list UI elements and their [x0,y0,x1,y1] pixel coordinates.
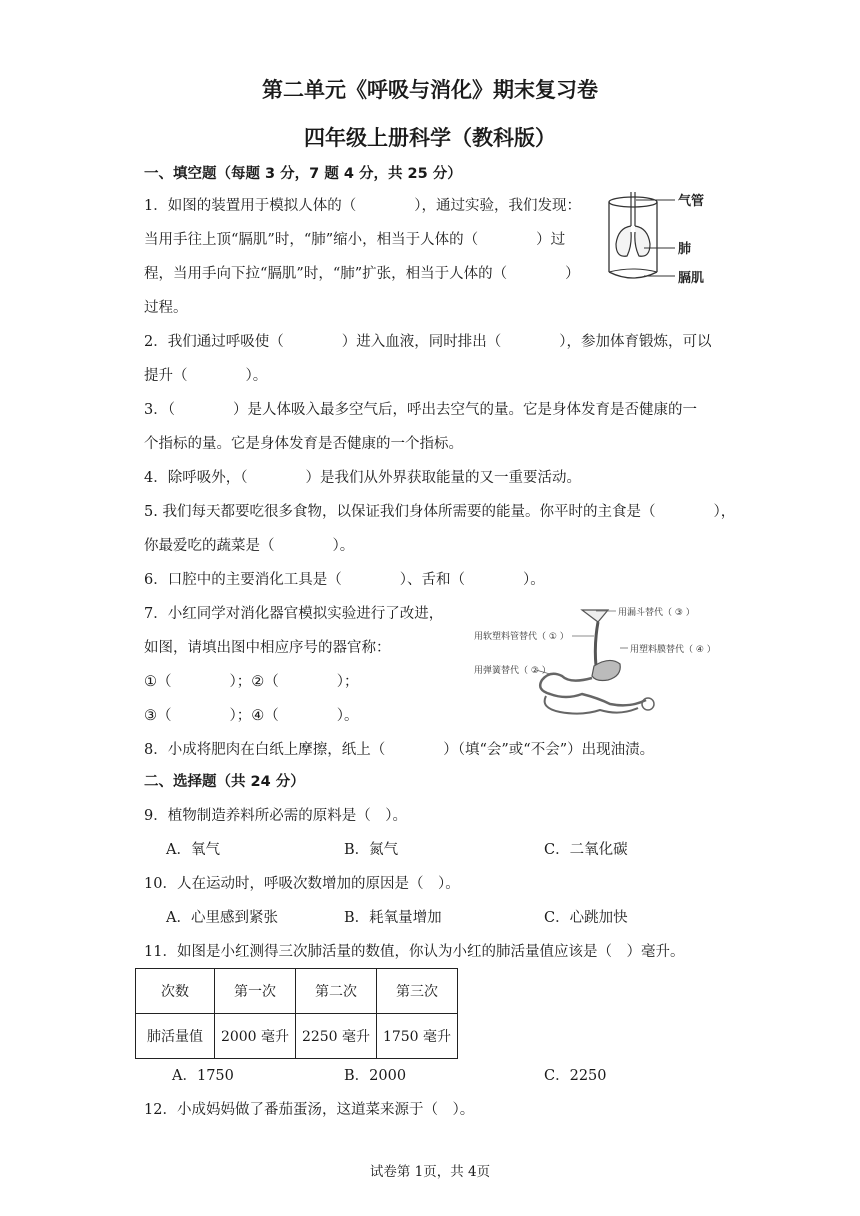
q10-option-c: C．心跳加快 [544,910,628,926]
table-header-cell: 次数 [136,969,215,1014]
table-cell: 2000 毫升 [215,1014,296,1059]
section2-heading: 二、选择题（共 24 分） [144,774,305,790]
table-header-cell: 第三次 [377,969,458,1014]
lung-capacity-table [135,968,458,1059]
table-header-cell: 第二次 [296,969,377,1014]
q8-line: 8．小成将肥肉在白纸上摩擦，纸上（ ）（填“会”或“不会”）出现油渍。 [144,742,655,758]
q10-stem: 10．人在运动时，呼吸次数增加的原因是（ ）。 [144,876,460,892]
hose-label: 用软塑料管替代（ ① ） [474,632,569,642]
spring-label: 用弹簧替代（ ② ） [474,666,551,676]
table-cell: 2250 毫升 [296,1014,377,1059]
breathing-model-figure [600,188,720,292]
funnel-label: 用漏斗替代（ ③ ） [618,608,695,618]
digestive-model-drawing [470,604,710,724]
q3-line-1: 3．（ ）是人体吸入最多空气后，呼出去空气的量。它是身体发育是否健康的一 [144,402,697,418]
q6-line: 6．口腔中的主要消化工具是（ ）、舌和（ ）。 [144,572,545,588]
q2-line-2: 提升（ ）。 [144,368,268,384]
exam-subtitle: 四年级上册科学（教科版） [304,126,556,150]
q4-line: 4．除呼吸外，（ ）是我们从外界获取能量的又一重要活动。 [144,470,581,486]
bag-label: 用塑料膜替代（ ④ ） [630,645,710,655]
q10-option-b: B．耗氧量增加 [344,910,442,926]
q1-line-1: 1．如图的装置用于模拟人体的（ ），通过实验，我们发现： [144,198,581,214]
q9-stem: 9．植物制造养料所必需的原料是（ ）。 [144,808,407,824]
q5-line-1: 5. 我们每天都要吃很多食物，以保证我们身体所需要的能量。你平时的主食是（ ）， [144,504,736,520]
exam-title: 第二单元《呼吸与消化》期末复习卷 [262,78,598,102]
q2-line-1: 2．我们通过呼吸使（ ）进入血液，同时排出（ ），参加体育锻炼，可以 [144,334,712,350]
q5-line-2: 你最爱吃的蔬菜是（ ）。 [144,538,355,554]
q7-line-2: 如图，请填出图中相应序号的器官称： [144,640,391,656]
digestive-model-figure [470,604,710,724]
q1-line-2: 当用手往上顶“膈肌”时，“肺”缩小，相当于人体的（ ）过 [144,232,566,248]
q3-line-2: 个指标的量。它是身体发育是否健康的一个指标。 [144,436,463,452]
section1-heading: 一、填空题（每题 3 分，7 题 4 分，共 25 分） [144,166,462,182]
q12-stem: 12．小成妈妈做了番茄蛋汤，这道菜来源于（ ）。 [144,1102,475,1118]
q9-option-a: A．氧气 [166,842,220,858]
table-header-cell: 第一次 [215,969,296,1014]
diaphragm-label: 膈肌 [678,271,705,286]
trachea-label: 气管 [678,194,705,209]
q1-line-3: 程，当用手向下拉“膈肌”时，“肺”扩张，相当于人体的（ ） [144,266,580,282]
q10-option-a: A．心里感到紧张 [166,910,278,926]
q11-option-b: B．2000 [344,1068,407,1084]
breathing-model-drawing [600,188,720,292]
q11-option-a: A．1750 [172,1068,234,1084]
lung-label: 肺 [678,242,692,257]
q9-option-c: C．二氧化碳 [544,842,628,858]
page-footer: 试卷第 1页，共 4页 [369,1164,491,1180]
q7-line-3: ①（ ）；②（ ）； [144,674,359,690]
q11-option-c: C．2250 [544,1068,607,1084]
q7-line-4: ③（ ）；④（ ）。 [144,708,359,724]
q11-stem: 11．如图是小红测得三次肺活量的数值，你认为小红的肺活量值应该是（ ）毫升。 [144,944,685,960]
table-row [136,969,458,1014]
q1-line-4: 过程。 [144,300,188,316]
q9-option-b: B．氮气 [344,842,399,858]
table-cell: 1750 毫升 [377,1014,458,1059]
table-row [136,1014,458,1059]
table-cell: 肺活量值 [136,1014,215,1059]
q7-line-1: 7．小红同学对消化器官模拟实验进行了改进， [144,606,444,622]
